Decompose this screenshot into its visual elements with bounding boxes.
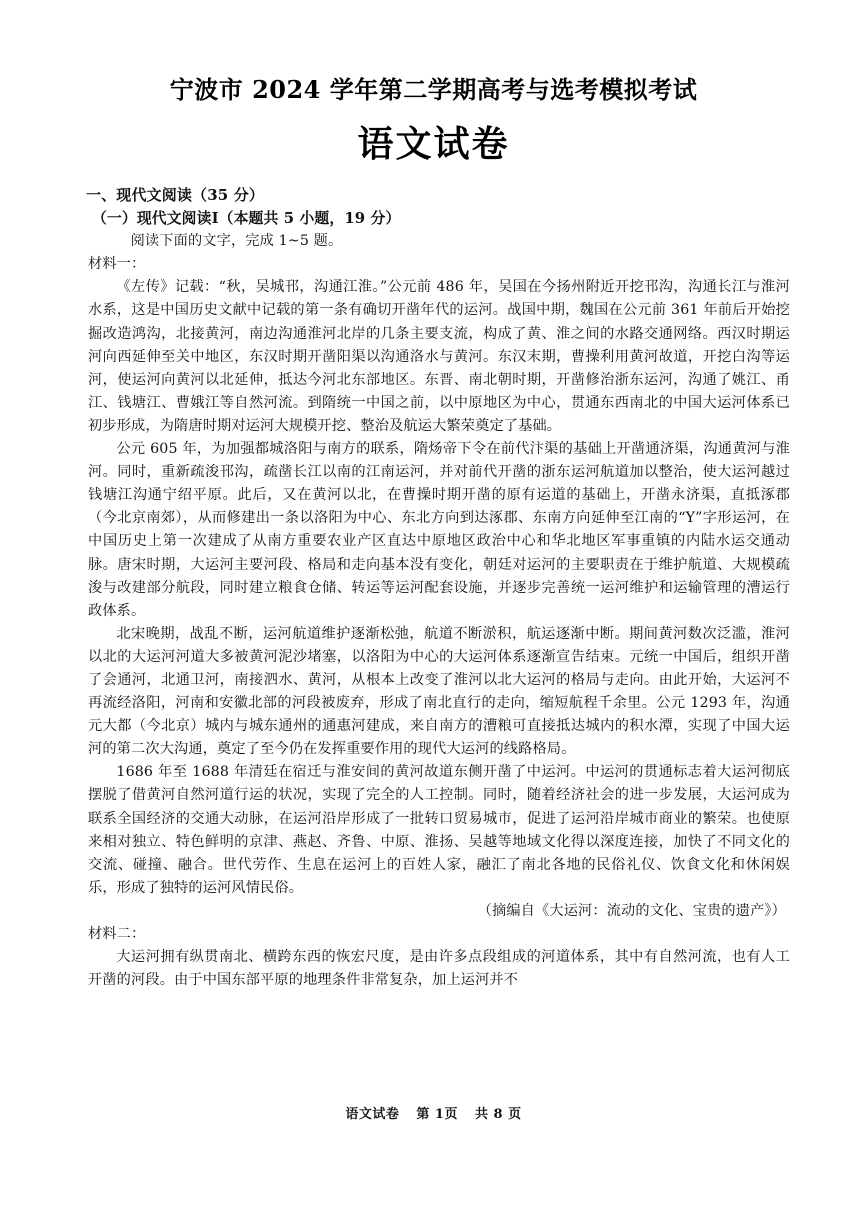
paragraph: 大运河拥有纵贯南北、横跨东西的恢宏尺度，是由许多点段组成的河道体系，其中有自然河流，也有人工开凿的河段。由于中国东部平原的地理条件非常复杂，加上运河并不	[88, 949, 790, 989]
material-label: 材料一：	[88, 256, 146, 273]
footer-total-pages: 共 8 页	[475, 1107, 522, 1122]
footer-subject: 语文试卷	[345, 1107, 400, 1122]
material-label: 材料二：	[88, 926, 146, 942]
source-citation: （摘编自《大运河：流动的文化、宝贵的遗产》）	[477, 902, 786, 919]
paper-title: 语文试卷	[357, 123, 510, 165]
paragraph: 《左传》记载：“秋，吴城邗，沟通江淮。”公元前 486 年，吴国在今扬州附近开挖邗沟，沟通长江与淮河水系，这是中国历史文献中记载的第一条有确切开凿年代的运河。战国中期，魏国在公元前 361 年前后开始挖掘改造鸿沟，北接黄河，南边沟通淮河北岸的几条主要支流，构成了黄、淮之间的水路交通网络。西汉时期运河向西延伸至关中地区，东汉时期开凿阳渠以沟通洛水与黄河。东汉末期，曹操利用黄河故道，开挖白沟等运河，使运河向黄河以北延伸，抵达今河北东部地区。东晋、南北朝时期，开凿修治浙东运河，沟通了姚江、甬江、钱塘江、曹娥江等自然河流。到隋统一中国之前，以中原地区为中心，贯通东西南北的中国大运河体系已初步形成，为隋唐时期对运河大规模开挖、整治及航运大繁荣奠定了基础。	[88, 279, 790, 434]
page-footer	[0, 1103, 867, 1122]
paragraph: 北宋晚期，战乱不断，运河航道维护逐渐松弛，航道不断淤积，航运逐渐中断。期间黄河数次泛滥，淮河以北的大运河河道大多被黄河泥沙堵塞，以洛阳为中心的大运河体系逐渐宣告结束。元统一中国后，组织开凿了会通河，北通卫河，南接泗水、黄河，从根本上改变了淮河以北大运河的格局与走向。由此开始，大运河不再流经洛阳，河南和安徽北部的河段被废弃，形成了南北直行的走向，缩短航程千余里。公元 1293 年，沟通元大都（今北京）城内与城东通州的通惠河建成，来自南方的漕粮可直接抵达城内的积水潭，实现了中国大运河的第二次大沟通，奠定了至今仍在发挥重要作用的现代大运河的线路格局。	[88, 625, 790, 758]
page-content	[88, 184, 790, 992]
exam-title: 宁波市 2024 学年第二学期高考与选考模拟考试	[169, 75, 698, 104]
paragraph: 公元 605 年，为加强都城洛阳与南方的联系，隋炀帝下令在前代汴渠的基础上开凿通济渠，沟通黄河与淮河。同时，重新疏浚邗沟，疏凿长江以南的江南运河，并对前代开凿的浙东运河航道加以整治，使大运河越过钱塘江沟通宁绍平原。此后，又在黄河以北，在曹操时期开凿的原有运道的基础上，开凿永济渠，直抵涿郡（今北京南郊），从而修建出一条以洛阳为中心、东北方向到达涿郡、东南方向延伸至江南的“Y”字形运河，在中国历史上第一次建成了从南方重要农业产区直达中原地区政治中心和华北地区军事重镇的内陆水运交通动脉。唐宋时期，大运河主要河段、格局和走向基本没有变化，朝廷对运河的主要职责在于维护航道、大规模疏浚与改建部分航段，同时建立粮食仓储、转运等运河配套设施，并逐步完善统一运河维护和运输管理的漕运行政体系。	[88, 441, 790, 619]
footer-page-number: 第 1页	[416, 1107, 458, 1122]
paragraph: 1686 年至 1688 年清廷在宿迁与淮安间的黄河故道东侧开凿了中运河。中运河的贯通标志着大运河彻底摆脱了借黄河自然河道行运的状况，实现了完全的人工控制。同时，随着经济社会的进一步发展，大运河成为联系全国经济的交通大动脉，在运河沿岸形成了一批转口贸易城市，促进了运河沿岸城市商业的繁荣。也使原来相对独立、特色鲜明的京津、燕赵、齐鲁、中原、淮扬、吴越等地域文化得以深度连接，加快了不同文化的交流、碰撞、融合。世代劳作、生息在运河上的百姓人家，融汇了南北各地的民俗礼仪、饮食文化和休闲娱乐，形成了独特的运河风情民俗。	[88, 764, 790, 896]
subsection-heading: （一）现代文阅读Ⅰ（本题共 5 小题，19 分）	[92, 210, 401, 228]
section-heading: 一、现代文阅读（35 分）	[86, 186, 265, 204]
instruction-text: 阅读下面的文字，完成 1~5 题。	[130, 233, 343, 250]
